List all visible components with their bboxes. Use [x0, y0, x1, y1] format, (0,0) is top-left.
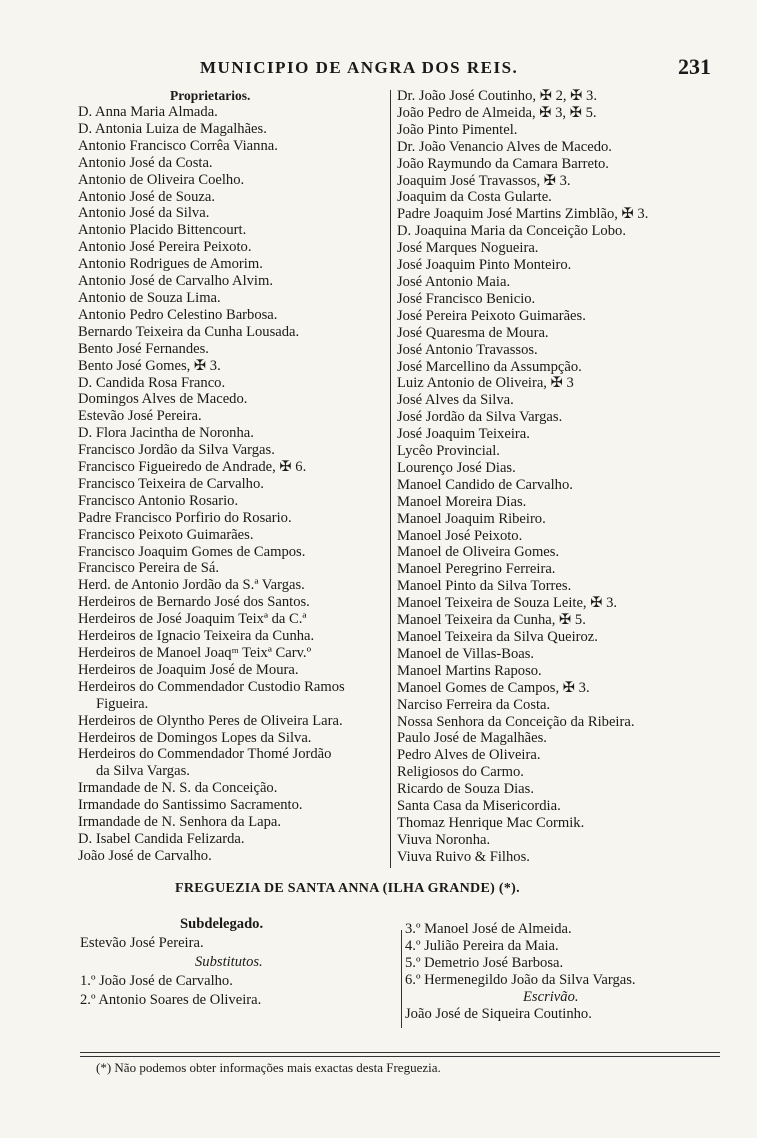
proprietario-entry: D. Isabel Candida Felizarda.: [78, 830, 245, 847]
proprietario-entry: Manoel Pinto da Silva Torres.: [397, 578, 572, 595]
proprietario-entry: Lycêo Provincial.: [397, 443, 500, 460]
proprietario-entry: Luiz Antonio de Oliveira, ✠ 3: [397, 375, 574, 392]
proprietario-entry: João Pinto Pimentel.: [397, 121, 518, 138]
proprietario-entry: Estevão José Pereira.: [78, 408, 202, 425]
substituto-line: 3.º Manoel José de Almeida.: [405, 921, 572, 937]
page-number: 231: [678, 54, 711, 79]
proprietario-entry: Manoel de Villas-Boas.: [397, 645, 535, 662]
proprietario-entry: Manoel José Peixoto.: [397, 527, 523, 544]
proprietario-entry: Antonio José de Carvalho Alvim.: [78, 273, 273, 290]
proprietario-entry: Manoel Teixeira da Silva Queiroz.: [397, 629, 598, 645]
proprietario-entry: D. Anna Maria Almada.: [78, 104, 218, 120]
page-header: [0, 54, 757, 82]
proprietario-entry: Dr. João Venancio Alves de Macedo.: [397, 138, 612, 155]
proprietario-entry: Antonio Rodrigues de Amorim.: [78, 256, 263, 273]
proprietario-entry: Manoel Joaquim Ribeiro.: [397, 510, 546, 527]
proprietario-entry: Manoel Teixeira da Cunha, ✠ 5.: [397, 612, 586, 629]
proprietario-entry: Viuva Noronha.: [397, 831, 491, 848]
proprietario-entry: José Marques Nogueira.: [397, 240, 539, 257]
proprietario-entry: José Quaresma de Moura.: [397, 324, 549, 341]
substitutos-right-block: [405, 921, 725, 1022]
proprietario-entry: Antonio Placido Bittencourt.: [78, 222, 247, 239]
proprietario-entry: Francisco Jordão da Silva Vargas.: [78, 442, 275, 459]
proprietario-entry: Manoel Martins Raposo.: [397, 662, 542, 679]
proprietario-entry: Figueira.: [96, 695, 149, 712]
proprietario-entry: José Antonio Maia.: [397, 273, 511, 290]
proprietario-entry: Herd. de Antonio Jordão da S.ª Vargas.: [78, 577, 305, 594]
escrivao-name: João José de Siqueira Coutinho.: [405, 1005, 592, 1022]
proprietario-entry: Antonio Pedro Celestino Barbosa.: [78, 306, 278, 323]
subdelegado-label: Subdelegado.: [180, 916, 264, 932]
proprietario-entry: Francisco Antonio Rosario.: [78, 492, 239, 509]
proprietario-entry: Herdeiros de José Joaquim Teixª da C.ª: [78, 611, 307, 628]
proprietario-entry: José Joaquim Teixeira.: [397, 426, 530, 443]
proprietario-entry: José Marcellino da Assumpção.: [397, 358, 582, 375]
proprietario-entry: Herdeiros de Olyntho Peres de Oliveira Lara.: [78, 712, 343, 729]
proprietario-entry: Padre Francisco Porfirio do Rosario.: [78, 509, 292, 526]
column-divider-lower: [401, 930, 402, 1028]
proprietario-entry: Irmandade de N. S. da Conceição.: [78, 780, 278, 797]
proprietario-entry: Padre Joaquim José Martins Zimblão, ✠ 3.: [397, 206, 649, 223]
proprietario-entry: D. Antonia Luiza de Magalhães.: [78, 120, 267, 137]
proprietario-entry: Ricardo de Souza Dias.: [397, 781, 534, 798]
subdelegado-block: [80, 915, 380, 1010]
proprietario-entry: Pedro Alves de Oliveira.: [397, 747, 541, 764]
proprietario-entry: D. Joaquina Maria da Conceição Lobo.: [397, 223, 626, 240]
proprietario-entry: Joaquim da Costa Gularte.: [397, 189, 552, 206]
proprietario-entry: José Joaquim Pinto Monteiro.: [397, 257, 572, 274]
proprietario-entry: Antonio José da Costa.: [78, 154, 213, 171]
substituto-line: 2.º Antonio Soares de Oliveira.: [80, 992, 262, 1008]
escrivao-label: Escrivão.: [523, 988, 579, 1005]
proprietario-entry: Viuva Ruivo & Filhos.: [397, 848, 530, 865]
proprietario-entry: Antonio Francisco Corrêa Vianna.: [78, 137, 278, 154]
proprietario-entry: Paulo José de Magalhães.: [397, 730, 547, 747]
substituto-line: 1.º João José de Carvalho.: [80, 973, 233, 989]
proprietario-entry: José Antonio Travassos.: [397, 341, 538, 358]
proprietario-entry: Antonio José da Silva.: [78, 205, 210, 222]
proprietario-entry: Manoel Gomes de Campos, ✠ 3.: [397, 679, 590, 696]
proprietario-entry: Manoel Peregrino Ferreira.: [397, 561, 556, 578]
proprietario-entry: João Raymundo da Camara Barreto.: [397, 155, 609, 172]
substituto-line: 5.º Demetrio José Barbosa.: [405, 954, 564, 971]
proprietario-entry: Joaquim José Travassos, ✠ 3.: [397, 172, 571, 189]
proprietario-entry: João Pedro de Almeida, ✠ 3, ✠ 5.: [397, 104, 597, 121]
footnote-rule: [80, 1052, 720, 1057]
proprietario-entry: José Pereira Peixoto Guimarães.: [397, 307, 586, 324]
freguezia-title: FREGUEZIA DE SANTA ANNA (ILHA GRANDE) (*).: [175, 881, 520, 896]
subdelegado-name: Estevão José Pereira.: [80, 935, 204, 951]
column-divider: [390, 90, 391, 868]
footnote: (*) Não podemos obter informações mais exactas desta Freguezia.: [96, 1060, 441, 1075]
proprietario-entry: Religiosos do Carmo.: [397, 764, 524, 781]
proprietario-entry: Domingos Alves de Macedo.: [78, 391, 248, 408]
substituto-line: 4.º Julião Pereira da Maia.: [405, 937, 559, 954]
proprietario-entry: Bento José Gomes, ✠ 3.: [78, 357, 221, 374]
proprietario-entry: Herdeiros de Ignacio Teixeira da Cunha.: [78, 628, 315, 645]
proprietario-entry: Santa Casa da Misericordia.: [397, 798, 561, 815]
proprietario-entry: Herdeiros de Joaquim José de Moura.: [78, 661, 299, 678]
proprietario-entry: José Alves da Silva.: [397, 392, 514, 409]
proprietario-entry: Dr. João José Coutinho, ✠ 2, ✠ 3.: [397, 88, 597, 104]
proprietario-entry: Antonio de Oliveira Coelho.: [78, 171, 245, 188]
proprietario-entry: José Jordão da Silva Vargas.: [397, 409, 563, 426]
proprietario-entry: Manoel Moreira Dias.: [397, 493, 527, 510]
proprietario-entry: José Francisco Benicio.: [397, 290, 536, 307]
proprietario-entry: Francisco Pereira de Sá.: [78, 560, 220, 577]
proprietario-entry: Francisco Peixoto Guimarães.: [78, 526, 254, 543]
proprietario-entry: Herdeiros de Bernardo José dos Santos.: [78, 594, 310, 611]
proprietario-entry: Bento José Fernandes.: [78, 340, 209, 357]
proprietario-entry: Thomaz Henrique Mac Cormik.: [397, 814, 585, 831]
proprietario-entry: da Silva Vargas.: [96, 763, 190, 780]
proprietarios-left-column: [78, 104, 390, 865]
proprietario-entry: Bernardo Teixeira da Cunha Lousada.: [78, 323, 300, 340]
proprietario-entry: João José de Carvalho.: [78, 847, 212, 864]
proprietario-entry: Antonio José Pereira Peixoto.: [78, 239, 252, 256]
proprietario-entry: Nossa Senhora da Conceição da Ribeira.: [397, 713, 635, 730]
proprietario-entry: Narciso Ferreira da Costa.: [397, 696, 551, 713]
proprietario-entry: Manoel Candido de Carvalho.: [397, 476, 573, 493]
page-header-title: MUNICIPIO DE ANGRA DOS REIS.: [200, 58, 519, 77]
substituto-line: 6.º Hermenegildo João da Silva Vargas.: [405, 971, 636, 988]
proprietario-entry: Herdeiros do Commendador Custodio Ramos: [78, 678, 345, 695]
proprietario-entry: Francisco Teixeira de Carvalho.: [78, 475, 264, 492]
proprietario-entry: Manoel de Oliveira Gomes.: [397, 544, 560, 561]
section-title: Proprietarios.: [170, 88, 251, 103]
proprietario-entry: Lourenço José Dias.: [397, 459, 516, 476]
proprietario-entry: Irmandade de N. Senhora da Lapa.: [78, 814, 282, 831]
proprietario-entry: Irmandade do Santissimo Sacramento.: [78, 797, 303, 814]
proprietario-entry: Herdeiros de Manoel Joaqᵐ Teixª Carv.º: [78, 645, 312, 661]
proprietario-entry: D. Candida Rosa Franco.: [78, 374, 226, 391]
proprietario-entry: Antonio José de Souza.: [78, 188, 216, 205]
proprietario-entry: Manoel Teixeira de Souza Leite, ✠ 3.: [397, 595, 618, 612]
proprietario-entry: Herdeiros do Commendador Thomé Jordão: [78, 746, 332, 763]
substitutos-label: Substitutos.: [195, 954, 263, 970]
proprietario-entry: Antonio de Souza Lima.: [78, 289, 221, 306]
proprietarios-right-column: [397, 88, 727, 866]
proprietario-entry: Herdeiros de Domingos Lopes da Silva.: [78, 729, 312, 746]
proprietario-entry: Francisco Joaquim Gomes de Campos.: [78, 543, 306, 560]
proprietario-entry: D. Flora Jacintha de Noronha.: [78, 425, 254, 442]
proprietario-entry: Francisco Figueiredo de Andrade, ✠ 6.: [78, 459, 307, 476]
